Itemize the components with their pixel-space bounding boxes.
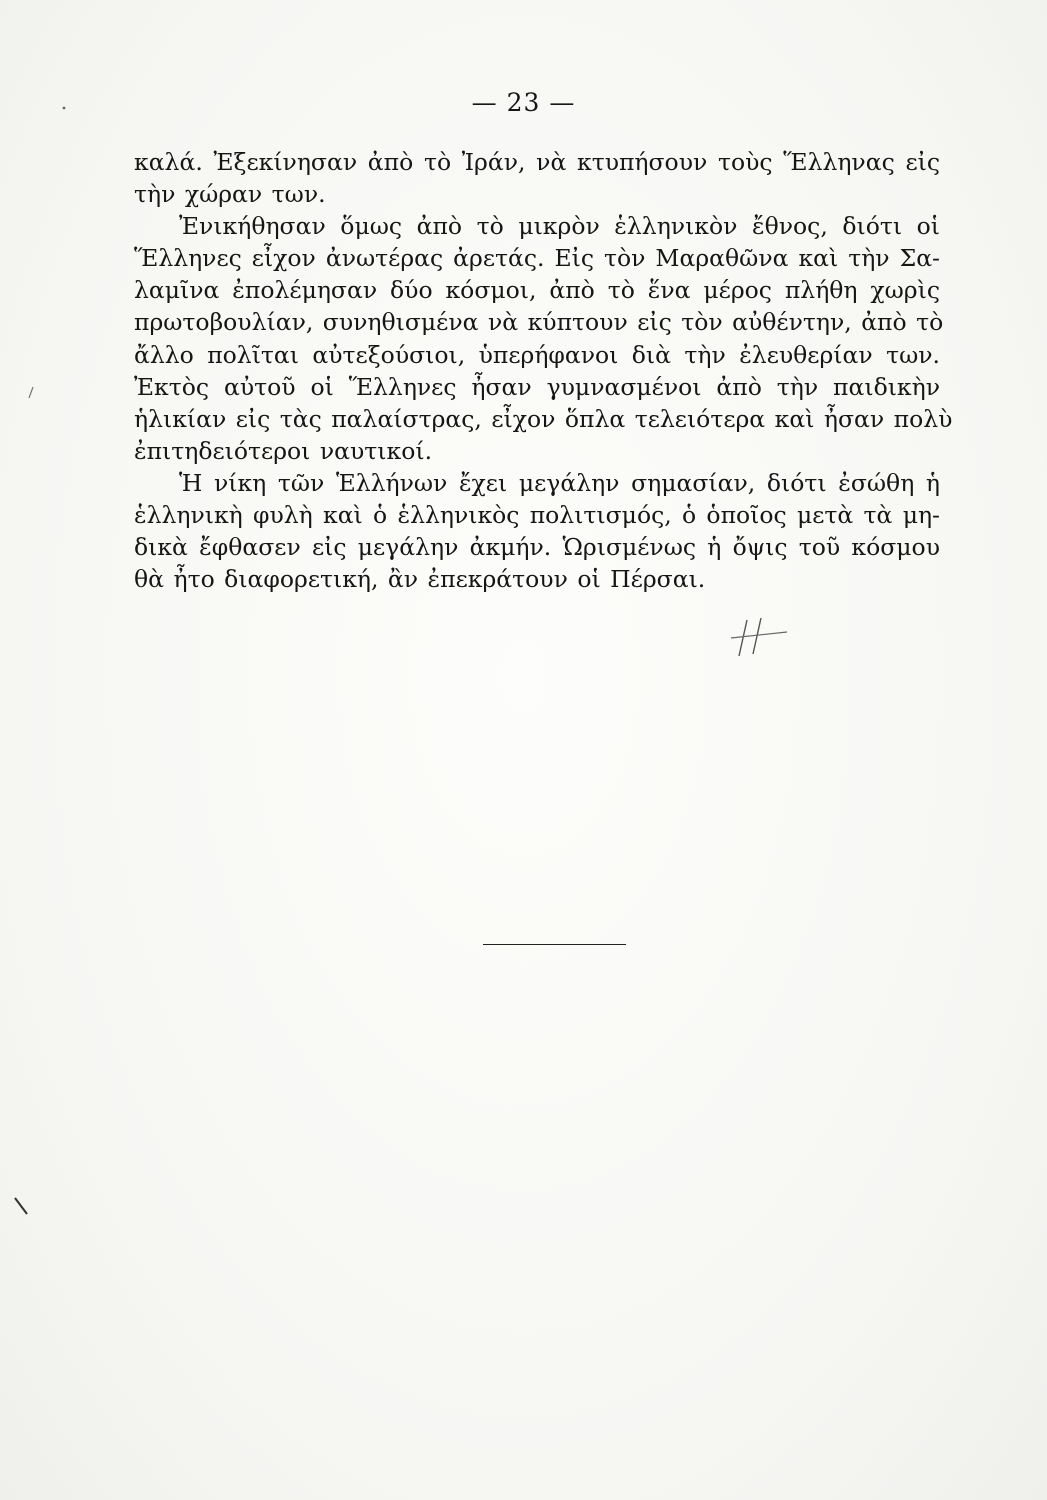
page-number: — 23 —: [471, 88, 576, 117]
body-text: [134, 146, 953, 595]
text-line: Ἕλληνες εἶχον ἀνωτέρας ἀρετάς. Εἰς τὸν Μαραθῶνα καὶ τὴν Σα-: [134, 244, 940, 273]
text-line: λαμῖνα ἐπολέμησαν δύο κόσμοι, ἀπὸ τὸ ἕνα μέρος πλήθη χωρὶς: [134, 276, 940, 305]
text-line: δικὰ ἔφθασεν εἰς μεγάλην ἀκμήν. Ὡρισμένως ἡ ὄψις τοῦ κόσμου: [134, 533, 940, 562]
text-line: ἡλικίαν εἰς τὰς παλαίστρας, εἶχον ὅπλα τελειότερα καὶ ἦσαν πολὺ: [134, 404, 953, 433]
text-line: πρωτοβουλίαν, συνηθισμένα νὰ κύπτουν εἰς τὸν αὐθέντην, ἀπὸ τὸ: [134, 308, 944, 337]
text-line: Ἐνικήθησαν ὅμως ἀπὸ τὸ μικρὸν ἑλληνικὸν ἔθνος, διότι οἱ: [179, 212, 940, 241]
stray-mark: [26, 385, 36, 401]
stray-mark: [12, 1195, 32, 1219]
pen-mark: [725, 612, 795, 662]
text-line: ἑλληνικὴ φυλὴ καὶ ὁ ἑλληνικὸς πολιτισμός, ὁ ὁποῖος μετὰ τὰ μη-: [134, 501, 940, 530]
text-line: ἐπιτηδειότεροι ναυτικοί.: [134, 436, 433, 465]
text-line: ἄλλο πολῖται αὐτεξούσιοι, ὑπερήφανοι διὰ τὴν ἐλευθερίαν των.: [134, 340, 940, 369]
text-line: τὴν χώραν των.: [134, 180, 326, 209]
text-line: θὰ ἦτο διαφορετική, ἂν ἐπεκράτουν οἱ Πέρσαι.: [134, 565, 706, 594]
section-divider: [483, 944, 626, 945]
text-line: καλά. Ἐξεκίνησαν ἀπὸ τὸ Ἰράν, νὰ κτυπήσουν τοὺς Ἕλληνας εἰς: [134, 148, 940, 176]
text-line: Ἡ νίκη τῶν Ἑλλήνων ἔχει μεγάλην σημασίαν, διότι ἐσώθη ἡ: [179, 468, 940, 497]
text-line: Ἐκτὸς αὐτοῦ οἱ Ἕλληνες ἦσαν γυμνασμένοι ἀπὸ τὴν παιδικὴν: [134, 372, 940, 401]
